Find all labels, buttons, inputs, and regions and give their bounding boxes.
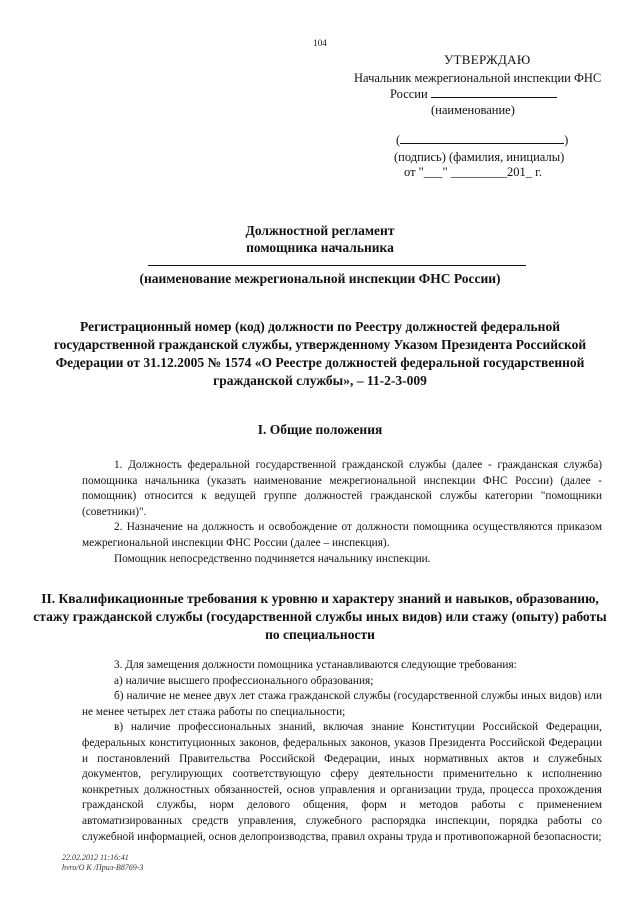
approval-country-line <box>390 86 557 102</box>
approval-name-caption: (наименование) <box>431 103 515 117</box>
inspection-name-caption: (наименование межрегиональной инспекции ФНС России) <box>139 271 501 286</box>
bracket-close: ) <box>564 133 569 147</box>
signature-blank <box>400 132 564 144</box>
paragraph: Помощник непосредственно подчиняется начальнику инспекции. <box>114 552 431 565</box>
paragraph: 1. Должность федеральной государственной гражданской службы (далее - гражданская служба) помощника начальника (указать наименование межрегиональной инспекции ФНС России) (далее - помощник) относится к ведущей группе должностей гражданской службы категории "помощники (советники)". <box>82 459 602 518</box>
approval-heading: УТВЕРЖДАЮ <box>444 52 531 67</box>
section-1-body <box>82 458 602 567</box>
approval-signature-caption: (подпись) (фамилия, инициалы) <box>394 150 565 164</box>
title-underline <box>148 265 526 266</box>
section-1-heading: I. Общие положения <box>257 422 383 437</box>
paragraph: а) наличие высшего профессионального образования; <box>114 674 374 687</box>
bracket-open: ( <box>396 133 401 147</box>
paragraph: 3. Для замещения должности помощника устанавливаются следующие требования: <box>114 659 517 671</box>
section-2-body <box>82 658 602 845</box>
approval-country: России <box>390 87 428 101</box>
registration-number: Регистрационный номер (код) должности по Реестру должностей федеральной государственной гражданской службы, утвержденному Указом Президента Российской Федерации от 31.12.2005 № 1574 «О Реестре должностей федеральной государственной гражданской службы», – 11-2-3-009 <box>53 319 587 388</box>
document-title: Должностной регламент <box>245 223 395 238</box>
paragraph: б) наличие не менее двух лет стажа гражданской службы (государственной службы иных видов) или не менее четырех лет стажа работы по специальности; <box>82 690 602 718</box>
section-2-heading: II. Квалификационные требования к уровню и характеру знаний и навыков, образованию, стажу гражданской службы (государственной службы иных видов) или стажу (опыту) работы по специальности <box>33 591 607 642</box>
document-subtitle: помощника начальника <box>246 240 394 255</box>
footer-timestamp: 22.02.2012 11:16:41 <box>62 853 129 862</box>
approval-signature-line <box>396 132 568 148</box>
approval-position: Начальник межрегиональной инспекции ФНС <box>354 71 602 85</box>
page-number: 104 <box>313 38 327 48</box>
footer-file-path: hvro/O K /Прил-В8769-3 <box>62 863 144 872</box>
paragraph: 2. Назначение на должность и освобождение от должности помощника осуществляются приказом межрегиональной инспекции ФНС России (далее – инспекция). <box>82 521 602 549</box>
paragraph: в) наличие профессиональных знаний, включая знание Конституции Российской Федерации, федеральных конституционных законов, федеральных законов, указов Президента Российской Федерации и постановлений Правительства Российской Федерации, иных нормативных актов и служебных документов, регулирующих соответствующую сферу деятельности применительно к исполнению конкретных должностных обязанностей, основ управления и организации труда, процесса прохождения гражданской службы, норм делового общения, форм и методов работы с применением автоматизированных средств управления, служебного распорядка инспекции, порядка работы со служебной информацией, основ делопроизводства, правил охраны труда и противопожарной безопасности; <box>82 721 602 843</box>
approval-date-line: от "___" _________201_ г. <box>404 165 542 179</box>
approval-blank-line <box>431 86 557 98</box>
footer-stamp <box>62 853 143 873</box>
